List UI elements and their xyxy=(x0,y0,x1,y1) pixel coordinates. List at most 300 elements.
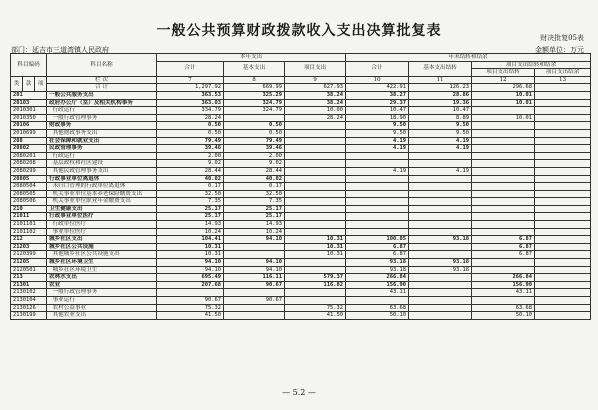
amount-cell xyxy=(535,205,591,213)
table-row xyxy=(11,91,591,99)
subject-code-cell: 21205 xyxy=(11,259,47,267)
amount-cell xyxy=(409,297,472,305)
amount-cell: 94.10 xyxy=(224,236,285,244)
amount-cell xyxy=(285,228,346,236)
amount-cell: 10.24 xyxy=(157,228,224,236)
amount-cell xyxy=(346,183,409,191)
amount-cell: 93.18 xyxy=(409,236,472,244)
amount-cell: 14.93 xyxy=(157,221,224,229)
table-row xyxy=(11,266,591,274)
amount-cell xyxy=(346,228,409,236)
table-row xyxy=(11,175,591,183)
amount-cell: 9.02 xyxy=(224,160,285,168)
amount-cell: 0.50 xyxy=(157,129,224,137)
subject-name-cell: 一般行政管理事务 xyxy=(47,289,157,297)
amount-cell xyxy=(535,243,591,251)
amount-cell xyxy=(285,129,346,137)
subject-code-cell: 21203 xyxy=(11,243,47,251)
table-header xyxy=(11,54,591,92)
subject-code-cell: 20805 xyxy=(11,175,47,183)
amount-cell: 41.50 xyxy=(285,312,346,320)
subject-code-cell: 212 xyxy=(11,236,47,244)
amount-cell xyxy=(285,205,346,213)
amount-cell: 25.17 xyxy=(157,213,224,221)
amount-cell xyxy=(472,266,535,274)
amount-cell xyxy=(535,190,591,198)
amount-cell xyxy=(285,198,346,206)
amount-cell xyxy=(535,251,591,259)
amount-cell: 93.18 xyxy=(409,259,472,267)
totals-cell: 422.91 xyxy=(346,84,409,92)
subject-name-cell: 城乡社区公共设施 xyxy=(47,243,157,251)
subject-name-cell: 行政运行 xyxy=(47,107,157,115)
subject-code-cell: 2080506 xyxy=(11,198,47,206)
header-subject-code: 科目编码 xyxy=(11,54,47,77)
subject-name-cell: 其他财政事务支出 xyxy=(47,129,157,137)
amount-cell: 40.02 xyxy=(157,175,224,183)
subject-code-cell: 2080504 xyxy=(11,183,47,191)
amount-cell: 4.19 xyxy=(346,145,409,153)
subject-code-cell: 208 xyxy=(11,137,47,145)
table-row xyxy=(11,114,591,122)
amount-cell xyxy=(535,175,591,183)
amount-cell: 4.19 xyxy=(409,145,472,153)
subject-code-cell: 21301 xyxy=(11,281,47,289)
subject-name-cell: 行政运行 xyxy=(47,152,157,160)
amount-cell: 10.24 xyxy=(224,228,285,236)
amount-cell xyxy=(472,228,535,236)
amount-cell: 4.19 xyxy=(346,137,409,145)
amount-cell: 9.50 xyxy=(409,122,472,130)
subject-code-cell: 2130104 xyxy=(11,297,47,305)
amount-cell xyxy=(409,183,472,191)
amount-cell xyxy=(409,228,472,236)
amount-cell xyxy=(224,304,285,312)
amount-cell xyxy=(535,91,591,99)
amount-cell: 0.50 xyxy=(224,129,285,137)
amount-cell xyxy=(472,129,535,137)
amount-cell: 334.79 xyxy=(157,107,224,115)
totals-cell: 296.68 xyxy=(472,84,535,92)
table-row xyxy=(11,281,591,289)
amount-cell xyxy=(472,213,535,221)
table-row xyxy=(11,190,591,198)
subject-name-cell: 其他城乡社区公共设施支出 xyxy=(47,251,157,259)
subject-name-cell: 卫生健康支出 xyxy=(47,205,157,213)
amount-cell: 695.49 xyxy=(157,274,224,282)
subject-code-cell: 213 xyxy=(11,274,47,282)
amount-cell xyxy=(346,160,409,168)
header-item: 款 xyxy=(23,76,35,91)
amount-cell xyxy=(346,205,409,213)
amount-cell xyxy=(346,198,409,206)
amount-cell xyxy=(285,137,346,145)
amount-cell: 94.10 xyxy=(157,266,224,274)
amount-cell: 6.87 xyxy=(346,251,409,259)
amount-cell xyxy=(285,289,346,297)
amount-cell xyxy=(535,122,591,130)
amount-cell: 2.00 xyxy=(157,152,224,160)
amount-cell xyxy=(224,243,285,251)
header-class: 类 xyxy=(11,76,23,91)
amount-cell xyxy=(535,312,591,320)
amount-cell: 90.67 xyxy=(224,281,285,289)
subject-name-cell: 基层政权和社区建设 xyxy=(47,160,157,168)
amount-cell: 75.32 xyxy=(285,304,346,312)
table-row xyxy=(11,304,591,312)
amount-cell xyxy=(535,213,591,221)
amount-cell: 10.01 xyxy=(472,99,535,107)
table-row xyxy=(11,129,591,137)
amount-cell: 10.47 xyxy=(346,107,409,115)
amount-cell xyxy=(535,236,591,244)
table-row xyxy=(11,205,591,213)
amount-cell xyxy=(285,266,346,274)
header-project-surplus: 项目支出结余 xyxy=(535,69,591,77)
amount-cell: 40.02 xyxy=(224,175,285,183)
subject-code-cell: 2010301 xyxy=(11,107,47,115)
amount-cell: 104.41 xyxy=(157,236,224,244)
amount-cell: 4.19 xyxy=(409,167,472,175)
amount-cell: 28.86 xyxy=(409,91,472,99)
table-row xyxy=(11,122,591,130)
amount-cell xyxy=(472,137,535,145)
table-row xyxy=(11,167,591,175)
col-num: 11 xyxy=(409,76,472,84)
amount-cell xyxy=(472,167,535,175)
table-row xyxy=(11,297,591,305)
header-col-index: 栏 次 xyxy=(47,76,157,84)
table-row xyxy=(11,152,591,160)
subject-code-cell: 2120501 xyxy=(11,266,47,274)
form-code: 财决批复05表 xyxy=(540,34,584,42)
amount-cell xyxy=(285,259,346,267)
amount-cell: 10.31 xyxy=(285,243,346,251)
amount-cell xyxy=(409,213,472,221)
amount-cell: 25.17 xyxy=(224,205,285,213)
amount-cell xyxy=(535,281,591,289)
amount-cell xyxy=(285,160,346,168)
subject-name-cell: 城乡社区环境卫生 xyxy=(47,266,157,274)
amount-cell xyxy=(285,190,346,198)
amount-cell: 10.31 xyxy=(157,251,224,259)
col-num: 10 xyxy=(346,76,409,84)
page-title: 一般公共预算财政拨款收入支出决算批复表 xyxy=(156,23,442,39)
subject-code-cell: 2120399 xyxy=(11,251,47,259)
amount-cell: 6.87 xyxy=(472,251,535,259)
amount-cell: 7.35 xyxy=(224,198,285,206)
header-project-carryover: 项目支出结转 xyxy=(472,69,535,77)
amount-cell xyxy=(535,183,591,191)
amount-cell xyxy=(472,122,535,130)
subject-code-cell: 2101101 xyxy=(11,221,47,229)
amount-cell xyxy=(346,175,409,183)
subject-name-cell: 未归口管理的行政单位离退休 xyxy=(47,183,157,191)
amount-cell xyxy=(409,198,472,206)
amount-cell xyxy=(535,297,591,305)
amount-unit-label: 金额单位：万元 xyxy=(535,46,584,54)
col-num: 8 xyxy=(224,76,285,84)
amount-cell: 4.19 xyxy=(409,137,472,145)
table-row xyxy=(11,107,591,115)
subject-name-cell: 农林水支出 xyxy=(47,274,157,282)
subject-name-cell: 民政管理事务 xyxy=(47,145,157,153)
table-row xyxy=(11,236,591,244)
amount-cell xyxy=(409,205,472,213)
amount-cell xyxy=(535,145,591,153)
amount-cell xyxy=(409,190,472,198)
table-row xyxy=(11,312,591,320)
totals-cell: 1,297.92 xyxy=(157,84,224,92)
table-row xyxy=(11,213,591,221)
subject-code-cell: 20106 xyxy=(11,122,47,130)
amount-cell xyxy=(285,183,346,191)
amount-cell xyxy=(535,137,591,145)
header-basic-expense: 基本支出 xyxy=(224,61,285,76)
amount-cell xyxy=(472,107,535,115)
table-row xyxy=(11,145,591,153)
col-num: 7 xyxy=(157,76,224,84)
header-basic-carryover: 基本支出结转 xyxy=(409,61,472,76)
amount-cell xyxy=(224,114,285,122)
table-row xyxy=(11,137,591,145)
subject-name-cell: 政府办公厅（室）及相关机构事务 xyxy=(47,99,157,107)
amount-cell xyxy=(285,122,346,130)
amount-cell: 50.10 xyxy=(472,312,535,320)
header-project-carryover-group: 项目支出结转和结余 xyxy=(472,61,591,69)
table-row xyxy=(11,198,591,206)
subject-code-cell: 2130126 xyxy=(11,304,47,312)
amount-cell xyxy=(224,289,285,297)
amount-cell xyxy=(535,198,591,206)
amount-cell: 8.89 xyxy=(409,114,472,122)
amount-cell xyxy=(409,251,472,259)
amount-cell xyxy=(409,160,472,168)
table-row xyxy=(11,221,591,229)
amount-cell: 6.87 xyxy=(346,243,409,251)
amount-cell: 156.90 xyxy=(472,281,535,289)
subject-code-cell: 201 xyxy=(11,91,47,99)
amount-cell: 363.53 xyxy=(157,91,224,99)
amount-cell xyxy=(535,114,591,122)
amount-cell: 28.24 xyxy=(157,114,224,122)
totals-label: 合 计 xyxy=(47,84,157,92)
amount-cell: 9.02 xyxy=(157,160,224,168)
totals-cell: 627.93 xyxy=(285,84,346,92)
header-year-end-balance: 年末结转和结余 xyxy=(346,54,591,62)
subject-name-cell: 事业运行 xyxy=(47,297,157,305)
amount-cell xyxy=(472,198,535,206)
subject-code-cell: 20802 xyxy=(11,145,47,153)
amount-cell: 10.31 xyxy=(285,236,346,244)
amount-cell: 10.01 xyxy=(472,114,535,122)
amount-cell xyxy=(409,289,472,297)
amount-cell xyxy=(409,175,472,183)
table-row xyxy=(11,289,591,297)
amount-cell: 0.50 xyxy=(224,122,285,130)
amount-cell xyxy=(535,228,591,236)
subject-name-cell: 事业单位医疗 xyxy=(47,228,157,236)
amount-cell: 38.27 xyxy=(346,91,409,99)
amount-cell: 93.18 xyxy=(346,266,409,274)
subject-name-cell: 机关事业单位基本养老保险缴费支出 xyxy=(47,190,157,198)
subject-code-cell: 20103 xyxy=(11,99,47,107)
amount-cell xyxy=(285,145,346,153)
amount-cell xyxy=(472,221,535,229)
subject-code-cell: 2010350 xyxy=(11,114,47,122)
amount-cell: 266.84 xyxy=(472,274,535,282)
amount-cell xyxy=(472,183,535,191)
subject-name-cell: 一般公共服务支出 xyxy=(47,91,157,99)
amount-cell: 93.18 xyxy=(346,259,409,267)
subject-name-cell: 农业 xyxy=(47,281,157,289)
amount-cell: 79.49 xyxy=(157,137,224,145)
table-row xyxy=(11,259,591,267)
header-this-year-expense: 本年支出 xyxy=(157,54,346,62)
subject-code-cell: 2130102 xyxy=(11,289,47,297)
subject-name-cell: 行政事业单位离退休 xyxy=(47,175,157,183)
header-subject-name: 科目名称 xyxy=(47,54,157,77)
amount-cell: 156.90 xyxy=(346,281,409,289)
subject-code-cell: 21011 xyxy=(11,213,47,221)
amount-cell: 29.37 xyxy=(346,99,409,107)
amount-cell xyxy=(346,190,409,198)
subject-name-cell: 城乡社区环境卫生 xyxy=(47,259,157,267)
amount-cell xyxy=(472,205,535,213)
amount-cell xyxy=(535,289,591,297)
col-num: 12 xyxy=(472,76,535,84)
amount-cell xyxy=(346,221,409,229)
totals-cell xyxy=(535,84,591,92)
amount-cell xyxy=(346,152,409,160)
amount-cell: 579.37 xyxy=(285,274,346,282)
amount-cell: 10.01 xyxy=(472,91,535,99)
amount-cell xyxy=(409,274,472,282)
amount-cell: 2.00 xyxy=(224,152,285,160)
amount-cell xyxy=(472,152,535,160)
header-total: 合计 xyxy=(157,61,224,76)
amount-cell xyxy=(346,297,409,305)
amount-cell xyxy=(535,266,591,274)
amount-cell xyxy=(535,167,591,175)
subject-name-cell: 机关事业单位职业年金缴费支出 xyxy=(47,198,157,206)
amount-cell: 325.29 xyxy=(224,91,285,99)
amount-cell: 7.35 xyxy=(157,198,224,206)
amount-cell: 38.24 xyxy=(285,91,346,99)
subject-code-cell: 210 xyxy=(11,205,47,213)
subject-name-cell: 城乡社区支出 xyxy=(47,236,157,244)
amount-cell: 63.68 xyxy=(472,304,535,312)
subject-code-cell: 2080505 xyxy=(11,190,47,198)
table-row xyxy=(11,228,591,236)
subject-name-cell: 其他民政管理事务支出 xyxy=(47,167,157,175)
header-sub: 项 xyxy=(35,76,47,91)
amount-cell: 100.05 xyxy=(346,236,409,244)
amount-cell: 18.90 xyxy=(346,114,409,122)
table-row xyxy=(11,183,591,191)
amount-cell xyxy=(535,160,591,168)
subject-name-cell: 行政事业单位医疗 xyxy=(47,213,157,221)
amount-cell: 0.50 xyxy=(157,122,224,130)
amount-cell: 10.47 xyxy=(409,107,472,115)
amount-cell xyxy=(535,152,591,160)
amount-cell: 43.11 xyxy=(346,289,409,297)
amount-cell: 10.31 xyxy=(285,251,346,259)
amount-cell xyxy=(409,221,472,229)
amount-cell: 28.24 xyxy=(285,114,346,122)
col-num: 13 xyxy=(535,76,591,84)
amount-cell: 28.44 xyxy=(224,167,285,175)
amount-cell: 75.32 xyxy=(157,304,224,312)
amount-cell xyxy=(535,221,591,229)
amount-cell: 6.87 xyxy=(472,243,535,251)
amount-cell: 43.11 xyxy=(472,289,535,297)
amount-cell xyxy=(472,190,535,198)
amount-cell: 93.18 xyxy=(409,266,472,274)
amount-cell: 32.50 xyxy=(224,190,285,198)
amount-cell: 94.10 xyxy=(224,259,285,267)
table-row xyxy=(11,243,591,251)
amount-cell xyxy=(285,213,346,221)
subject-code-cell: 2080299 xyxy=(11,167,47,175)
amount-cell xyxy=(285,175,346,183)
totals-cell: 126.23 xyxy=(409,84,472,92)
amount-cell xyxy=(535,99,591,107)
subject-code-cell: 2130199 xyxy=(11,312,47,320)
subject-code-cell: 2080208 xyxy=(11,160,47,168)
amount-cell: 9.50 xyxy=(409,129,472,137)
amount-cell: 9.50 xyxy=(346,129,409,137)
amount-cell xyxy=(224,251,285,259)
amount-cell xyxy=(535,129,591,137)
amount-cell: 50.10 xyxy=(346,312,409,320)
amount-cell: 116.11 xyxy=(224,274,285,282)
col-num: 9 xyxy=(285,76,346,84)
amount-cell: 0.17 xyxy=(224,183,285,191)
amount-cell xyxy=(409,304,472,312)
amount-cell: 14.93 xyxy=(224,221,285,229)
amount-cell xyxy=(409,281,472,289)
amount-cell xyxy=(157,289,224,297)
amount-cell: 39.46 xyxy=(224,145,285,153)
amount-cell: 94.10 xyxy=(157,259,224,267)
amount-cell: 25.17 xyxy=(157,205,224,213)
subject-code-cell: 2101102 xyxy=(11,228,47,236)
amount-cell xyxy=(285,221,346,229)
subject-name-cell: 一般行政管理事务 xyxy=(47,114,157,122)
amount-cell xyxy=(409,243,472,251)
amount-cell xyxy=(535,107,591,115)
amount-cell: 10.31 xyxy=(157,243,224,251)
amount-cell xyxy=(285,297,346,305)
amount-cell: 4.19 xyxy=(346,167,409,175)
totals-cell: 669.99 xyxy=(224,84,285,92)
amount-cell: 79.49 xyxy=(224,137,285,145)
amount-cell: 324.79 xyxy=(224,99,285,107)
subject-name-cell: 财政事务 xyxy=(47,122,157,130)
amount-cell: 363.03 xyxy=(157,99,224,107)
table-row xyxy=(11,251,591,259)
budget-table xyxy=(10,53,591,320)
amount-cell xyxy=(346,213,409,221)
amount-cell xyxy=(535,259,591,267)
header-total-balance: 合计 xyxy=(346,61,409,76)
amount-cell: 90.67 xyxy=(224,297,285,305)
amount-cell: 19.36 xyxy=(409,99,472,107)
amount-cell: 90.67 xyxy=(157,297,224,305)
page-number: — 5.2 — xyxy=(282,388,316,397)
amount-cell: 9.50 xyxy=(346,122,409,130)
